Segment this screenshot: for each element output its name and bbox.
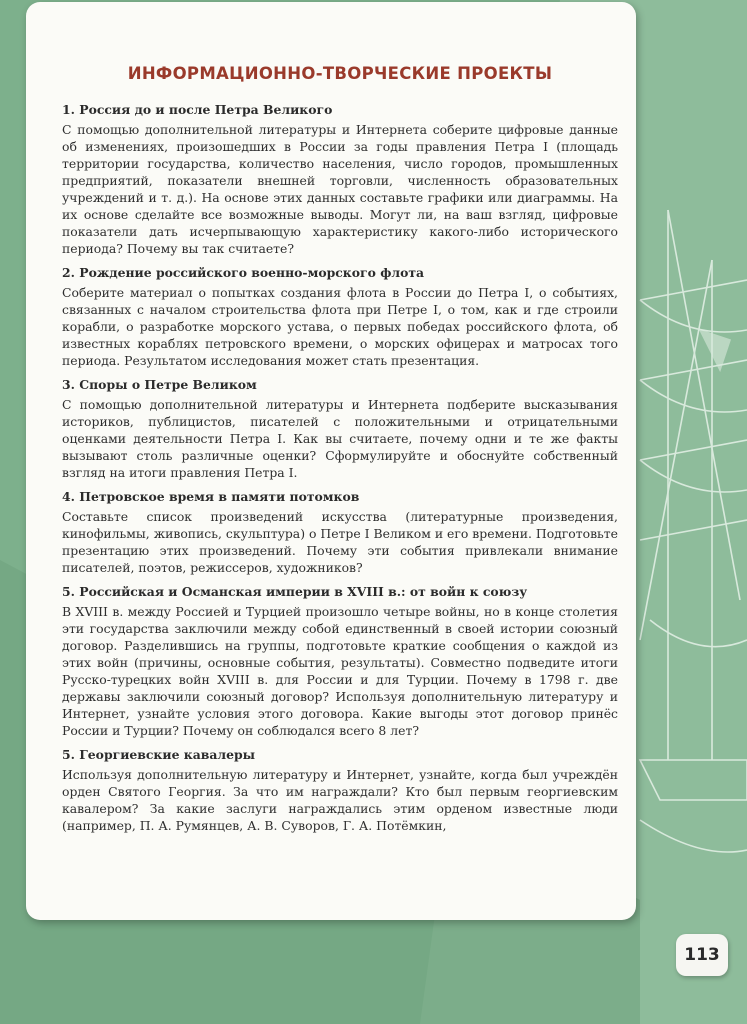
project-6 bbox=[62, 746, 618, 834]
content-card bbox=[26, 2, 636, 920]
project-text: Используя дополнительную литературу и Интернет, узнайте, когда был учреждён орден Святого Георгия. За что им награждали? Кто был первым георгиевским кавалером? За какие заслуги награждались этим орденом известные люди (например, П. А. Румянцев, А. В. Суворов, Г. А. Потёмкин, bbox=[62, 767, 618, 833]
project-heading: 5. Георгиевские кавалеры bbox=[62, 747, 256, 762]
project-text: Составьте список произведений искусства (литературные произведения, кинофильмы, живопись, скульптура) о Петре I Великом и его времени. Подготовьте презентацию этих произведений. Почему эти события привлекали внимание писателей, поэтов, режиссеров, художников? bbox=[62, 509, 618, 575]
project-heading: 2. Рождение российского военно-морского флота bbox=[62, 265, 425, 280]
project-5 bbox=[62, 583, 618, 739]
project-text: С помощью дополнительной литературы и Интернета соберите цифровые данные об изменениях, произошедших в России за годы правления Петра I (площадь территории государства, количество населения, число городов, промышленных предприятий, показатели внешней торговли, численность образовательных учреждений и т. д.). На основе этих данных составьте графики или диаграммы. На их основе сделайте все возможные выводы. Могут ли, на ваш взгляд, цифровые показатели дать исчерпывающую характеристику какого-либо исторического периода? Почему вы так считаете? bbox=[62, 122, 618, 256]
page-number: 113 bbox=[676, 934, 728, 976]
project-heading: 3. Споры о Петре Великом bbox=[62, 377, 257, 392]
project-text: С помощью дополнительной литературы и Интернета подберите высказывания историков, публицистов, писателей с положительными и отрицательными оценками деятельности Петра I. Как вы считаете, почему одни и те же факты вызывают столь различные оценки? Сформулируйте и обоснуйте собственный взгляд на итоги правления Петра I. bbox=[62, 397, 618, 480]
project-text: В XVIII в. между Россией и Турцией произошло четыре войны, но в конце столетия эти государства заключили между собой единственный в своей истории союзный договор. Разделившись на группы, подготовьте краткие сообщения о каждой из этих войн (причины, основные события, результаты). Совместно подведите итоги Русско-турецких войн XVIII в. для России и для Турции. Почему в 1798 г. две державы заключили союзный договор? Используя дополнительную литературу и Интернет, узнайте условия этого договора. Какие выгоды этот договор принёс России и Турции? Почему он соблюдался всего 8 лет? bbox=[62, 604, 618, 738]
project-heading: 5. Российская и Османская империи в XVIII в.: от войн к союзу bbox=[62, 584, 528, 599]
project-heading: 4. Петровское время в памяти потомков bbox=[62, 489, 360, 504]
page-title: ИНФОРМАЦИОННО-ТВОРЧЕСКИЕ ПРОЕКТЫ bbox=[127, 64, 553, 83]
project-4 bbox=[62, 488, 618, 576]
project-2 bbox=[62, 264, 618, 369]
project-text: Соберите материал о попытках создания флота в России до Петра I, о событиях, связанных с началом строительства флота при Петре I, о том, как и где строили корабли, о разработке морского устава, о первых победах российского флота, об известных кораблях петровского времени, о морских офицерах и матросах того периода. Результатом исследования может стать презентация. bbox=[62, 285, 618, 368]
project-heading: 1. Россия до и после Петра Великого bbox=[62, 102, 333, 117]
project-1 bbox=[62, 101, 618, 257]
project-3 bbox=[62, 376, 618, 481]
